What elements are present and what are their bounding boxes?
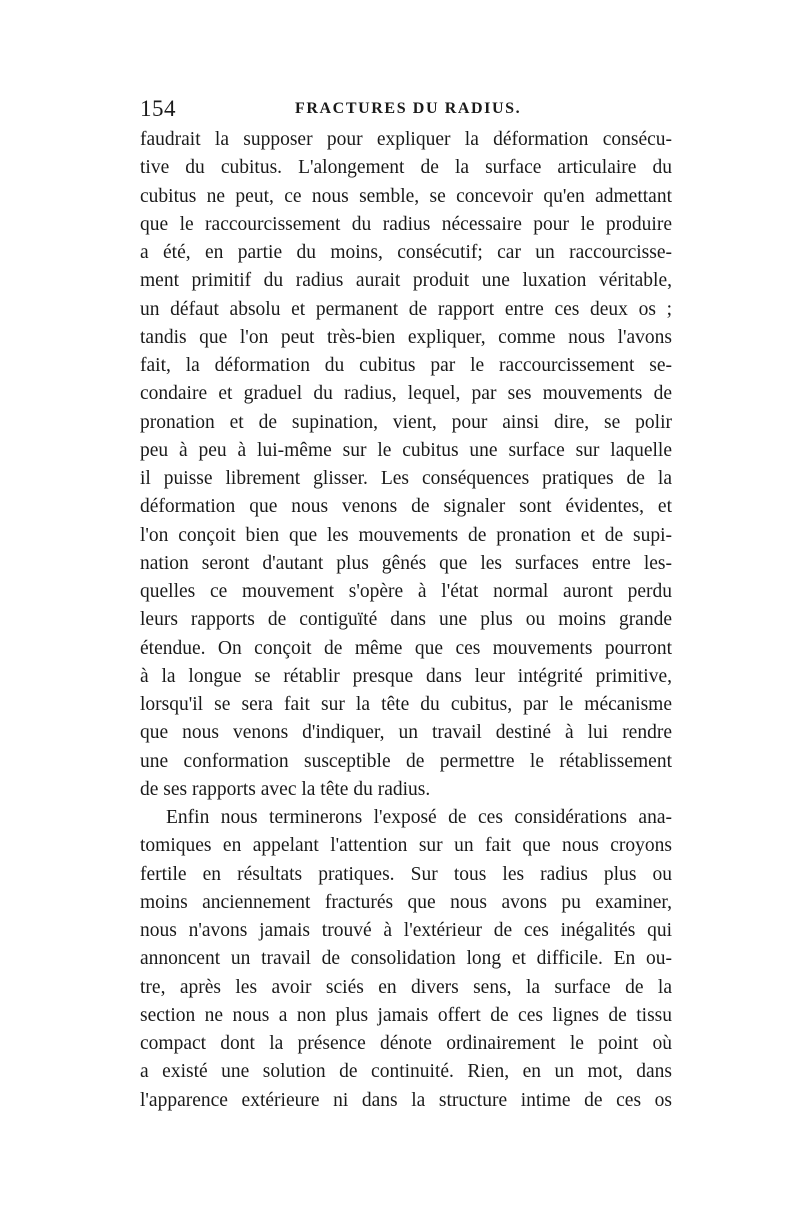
paragraph [140,804,672,1115]
text-line: une conformation susceptible de permettre le rétablissement [140,750,672,772]
page-number: 154 [140,96,176,121]
text-line: que le raccourcissement du radius nécessaire pour le produire [140,213,672,235]
page-body [140,126,672,1115]
text-line: à la longue se rétablir presque dans leur intégrité primitive, [140,665,672,687]
text-line: fait, la déformation du cubitus par le raccourcissement se- [140,355,672,376]
text-line: moins anciennement fracturés que nous avons pu examiner, [140,891,672,913]
text-line: compact dont la présence dénote ordinairement le point où [140,1033,672,1054]
text-line: étendue. On conçoit de même que ces mouvements pourront [140,637,672,659]
text-line: annoncent un travail de consolidation long et difficile. En ou- [140,948,672,970]
text-line: que nous venons d'indiquer, un travail destiné à lui rendre [140,722,672,744]
text-line: il puisse librement glisser. Les conséquences pratiques de la [140,468,672,489]
text-line: cubitus ne peut, ce nous semble, se concevoir qu'en admettant [140,185,672,207]
text-line: quelles ce mouvement s'opère à l'état normal auront perdu [140,581,672,602]
paragraph [140,126,672,804]
text-line: peu à peu à lui-même sur le cubitus une surface sur laquelle [140,439,672,461]
text-line: pronation et de supination, vient, pour ainsi dire, se polir [140,411,672,433]
text-line: section ne nous a non plus jamais offert de ces lignes de tissu [140,1004,672,1026]
text-line: faudrait la supposer pour expliquer la déformation consécu- [140,129,672,150]
text-line: tandis que l'on peut très-bien expliquer, comme nous l'avons [140,326,672,348]
text-line: a été, en partie du moins, consécutif; car un raccourcisse- [140,242,672,263]
text-line: nation seront d'autant plus gênés que les surfaces entre les- [140,552,672,574]
text-line: Enfin nous terminerons l'exposé de ces considérations ana- [166,807,672,828]
text-line: a existé une solution de continuité. Rien, en un mot, dans [140,1061,672,1083]
running-title: FRACTURES DU RADIUS. [295,100,522,117]
text-line: tomiques en appelant l'attention sur un fait que nous croyons [140,835,672,857]
text-line: de ses rapports avec la tête du radius. [140,778,431,800]
text-line: nous n'avons jamais trouvé à l'extérieur de ces inégalités qui [140,920,672,941]
text-line: tive du cubitus. L'alongement de la surface articulaire du [140,157,672,179]
text-line: fertile en résultats pratiques. Sur tous les radius plus ou [140,863,672,885]
text-line: lorsqu'il se sera fait sur la tête du cubitus, par le mécanisme [140,694,672,715]
text-line: l'on conçoit bien que les mouvements de pronation et de supi- [140,524,672,546]
text-line: déformation que nous venons de signaler sont évidentes, et [140,496,672,518]
text-line: un défaut absolu et permanent de rapport entre ces deux os ; [140,298,672,320]
text-line: tre, après les avoir sciés en divers sens, la surface de la [140,976,672,998]
paragraph-container [140,126,672,1115]
text-line: ment primitif du radius aurait produit une luxation véritable, [140,270,672,292]
text-line: condaire et graduel du radius, lequel, par ses mouvements de [140,383,672,405]
text-line: leurs rapports de contiguïté dans une plus ou moins grande [140,609,672,631]
text-line: l'apparence extérieure ni dans la structure intime de ces os [140,1089,672,1111]
page-header [140,94,670,124]
